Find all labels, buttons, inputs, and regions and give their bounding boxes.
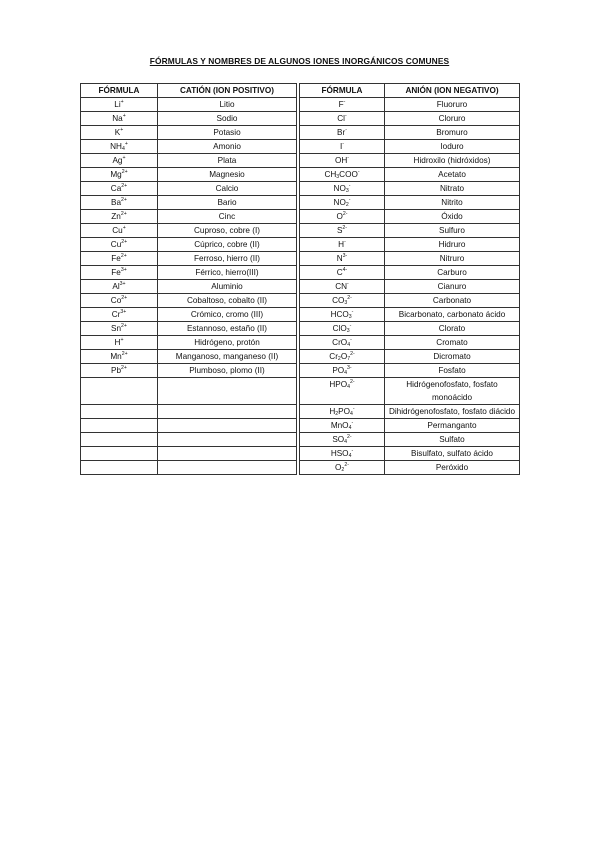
table-row	[81, 336, 520, 350]
anion-name-cell: Acetato	[385, 168, 520, 182]
table-row	[81, 405, 520, 419]
ions-table-body	[81, 98, 520, 475]
table-row	[81, 126, 520, 140]
cation-name-cell	[158, 461, 297, 475]
table-row	[81, 98, 520, 112]
cation-name-cell: Calcio	[158, 182, 297, 196]
cation-formula-cell: $Mg^{2+}$	[81, 168, 158, 182]
anion-formula-cell: $CO_3^{2-}$	[300, 294, 385, 308]
anion-formula-cell: $HCO_3^-$	[300, 308, 385, 322]
anion-name-cell: Dicromato	[385, 350, 520, 364]
document-title: FÓRMULAS Y NOMBRES DE ALGUNOS IONES INORGÁNICOS COMUNES	[149, 56, 450, 66]
anion-name-cell: Ioduro	[385, 140, 520, 154]
anion-name-cell: Clorato	[385, 322, 520, 336]
table-row	[81, 224, 520, 238]
cation-name-cell: Estannoso, estaño (II)	[158, 322, 297, 336]
anion-formula-cell: CN-	[300, 280, 385, 294]
anion-name-cell: Hidrógenofosfato, fosfato monoácido	[385, 378, 520, 405]
table-row	[81, 238, 520, 252]
cation-name-cell: Ferroso, hierro (II)	[158, 252, 297, 266]
cation-formula-cell: $Co^{2+}$	[81, 294, 158, 308]
anion-name-cell: Dihidrógenofosfato, fosfato diácido	[385, 405, 520, 419]
anion-formula-cell: $O^{2-}$	[300, 210, 385, 224]
anion-formula-cell: Br-	[300, 126, 385, 140]
cation-formula-cell: $Zn^{2+}$	[81, 210, 158, 224]
anion-name-cell: Sulfuro	[385, 224, 520, 238]
table-row	[81, 280, 520, 294]
header-cation-name: CATIÓN (ION POSITIVO)	[158, 84, 297, 98]
anion-formula-cell: $SO_4^{2-}$	[300, 433, 385, 447]
table-row	[81, 252, 520, 266]
cation-formula-cell: $Ca^{2+}$	[81, 182, 158, 196]
table-row	[81, 461, 520, 475]
anion-name-cell: Fluoruro	[385, 98, 520, 112]
cation-name-cell: Amonio	[158, 140, 297, 154]
cation-name-cell: Crómico, cromo (III)	[158, 308, 297, 322]
cation-formula-cell	[81, 433, 158, 447]
table-row	[81, 182, 520, 196]
anion-formula-cell: F-	[300, 98, 385, 112]
anion-formula-cell: $NO_2^-$	[300, 196, 385, 210]
cation-formula-cell	[81, 447, 158, 461]
anion-formula-cell: $NO_3^-$	[300, 182, 385, 196]
cation-name-cell: Aluminio	[158, 280, 297, 294]
table-row	[81, 154, 520, 168]
table-row	[81, 378, 520, 405]
cation-name-cell: Cúprico, cobre (II)	[158, 238, 297, 252]
ions-table	[80, 83, 520, 475]
anion-name-cell: Bisulfato, sulfato ácido	[385, 447, 520, 461]
cation-name-cell	[158, 419, 297, 433]
cation-formula-cell: K+	[81, 126, 158, 140]
table-row	[81, 350, 520, 364]
cation-formula-cell: $Mn^{2+}$	[81, 350, 158, 364]
cation-formula-cell: $Fe^{2+}$	[81, 252, 158, 266]
table-row	[81, 447, 520, 461]
table-row	[81, 112, 520, 126]
cation-formula-cell: $Pb^{2+}$	[81, 364, 158, 378]
anion-name-cell: Cianuro	[385, 280, 520, 294]
cation-formula-cell	[81, 419, 158, 433]
table-row	[81, 322, 520, 336]
anion-name-cell: Cloruro	[385, 112, 520, 126]
cation-name-cell: Manganoso, manganeso (II)	[158, 350, 297, 364]
anion-name-cell: Nitrito	[385, 196, 520, 210]
anion-formula-cell: MnO$_4$-	[300, 419, 385, 433]
anion-formula-cell: $O_2^{2-}$	[300, 461, 385, 475]
table-header-row	[81, 84, 520, 98]
cation-formula-cell: Na+	[81, 112, 158, 126]
cation-name-cell	[158, 447, 297, 461]
anion-name-cell: Peróxido	[385, 461, 520, 475]
table-row	[81, 419, 520, 433]
cation-name-cell: Magnesio	[158, 168, 297, 182]
cation-formula-cell	[81, 405, 158, 419]
cation-name-cell: Cuproso, cobre (I)	[158, 224, 297, 238]
anion-name-cell: Carbonato	[385, 294, 520, 308]
cation-formula-cell	[81, 461, 158, 475]
anion-name-cell: Óxido	[385, 210, 520, 224]
header-cation-formula: FÓRMULA	[81, 84, 158, 98]
cation-formula-cell: Ag+	[81, 154, 158, 168]
cation-formula-cell	[81, 378, 158, 405]
table-row	[81, 196, 520, 210]
cation-name-cell: Potasio	[158, 126, 297, 140]
anion-formula-cell: $PO_4^{3-}$	[300, 364, 385, 378]
cation-name-cell: Bario	[158, 196, 297, 210]
anion-formula-cell: Cl-	[300, 112, 385, 126]
table-row	[81, 168, 520, 182]
cation-formula-cell: Cu+	[81, 224, 158, 238]
cation-name-cell: Plumboso, plomo (II)	[158, 364, 297, 378]
cation-formula-cell: $Al^{3+}$	[81, 280, 158, 294]
table-row	[81, 433, 520, 447]
anion-name-cell: Hidroxilo (hidróxidos)	[385, 154, 520, 168]
anion-formula-cell: $H_2PO_4^-$	[300, 405, 385, 419]
anion-name-cell: Bicarbonato, carbonato ácido	[385, 308, 520, 322]
anion-name-cell: Hidruro	[385, 238, 520, 252]
anion-formula-cell: CrO$_4$-	[300, 336, 385, 350]
table-row	[81, 210, 520, 224]
cation-name-cell	[158, 378, 297, 405]
anion-name-cell: Sulfato	[385, 433, 520, 447]
cation-name-cell	[158, 405, 297, 419]
cation-formula-cell: Li+	[81, 98, 158, 112]
table-row	[81, 266, 520, 280]
anion-name-cell: Fosfato	[385, 364, 520, 378]
cation-name-cell: Litio	[158, 98, 297, 112]
anion-name-cell: Nitrato	[385, 182, 520, 196]
cation-formula-cell: $Sn^{2+}$	[81, 322, 158, 336]
cation-name-cell: Férrico, hierro(III)	[158, 266, 297, 280]
anion-formula-cell: $Cr_2O_7^{2-}$	[300, 350, 385, 364]
table-row	[81, 364, 520, 378]
cation-formula-cell: $Cr^{3+}$	[81, 308, 158, 322]
header-anion-name: ANIÓN (ION NEGATIVO)	[385, 84, 520, 98]
cation-formula-cell: $Ba^{2+}$	[81, 196, 158, 210]
anion-formula-cell: I-	[300, 140, 385, 154]
cation-name-cell: Hidrógeno, protón	[158, 336, 297, 350]
anion-formula-cell: $N^{3-}$	[300, 252, 385, 266]
cation-formula-cell: $Fe^{3+}$	[81, 266, 158, 280]
anion-name-cell: Permanganto	[385, 419, 520, 433]
cation-name-cell: Cobaltoso, cobalto (II)	[158, 294, 297, 308]
cation-formula-cell: H+	[81, 336, 158, 350]
table-row	[81, 308, 520, 322]
anion-formula-cell: $HPO_4^{2-}$	[300, 378, 385, 405]
table-row	[81, 140, 520, 154]
anion-formula-cell: $HSO_4^-$	[300, 447, 385, 461]
anion-formula-cell: $C^{4-}$	[300, 266, 385, 280]
cation-formula-cell: $NH_4^+$	[81, 140, 158, 154]
anion-formula-cell: $S^{2-}$	[300, 224, 385, 238]
anion-formula-cell: $CH_3COO^-$	[300, 168, 385, 182]
cation-name-cell	[158, 433, 297, 447]
anion-name-cell: Cromato	[385, 336, 520, 350]
cation-name-cell: Cinc	[158, 210, 297, 224]
anion-name-cell: Nitruro	[385, 252, 520, 266]
anion-name-cell: Bromuro	[385, 126, 520, 140]
cation-name-cell: Plata	[158, 154, 297, 168]
cation-formula-cell: $Cu^{2+}$	[81, 238, 158, 252]
header-anion-formula: FÓRMULA	[300, 84, 385, 98]
cation-name-cell: Sodio	[158, 112, 297, 126]
table-row	[81, 294, 520, 308]
anion-formula-cell: OH-	[300, 154, 385, 168]
anion-formula-cell: ClO$_3$-	[300, 322, 385, 336]
anion-formula-cell: H-	[300, 238, 385, 252]
anion-name-cell: Carburo	[385, 266, 520, 280]
